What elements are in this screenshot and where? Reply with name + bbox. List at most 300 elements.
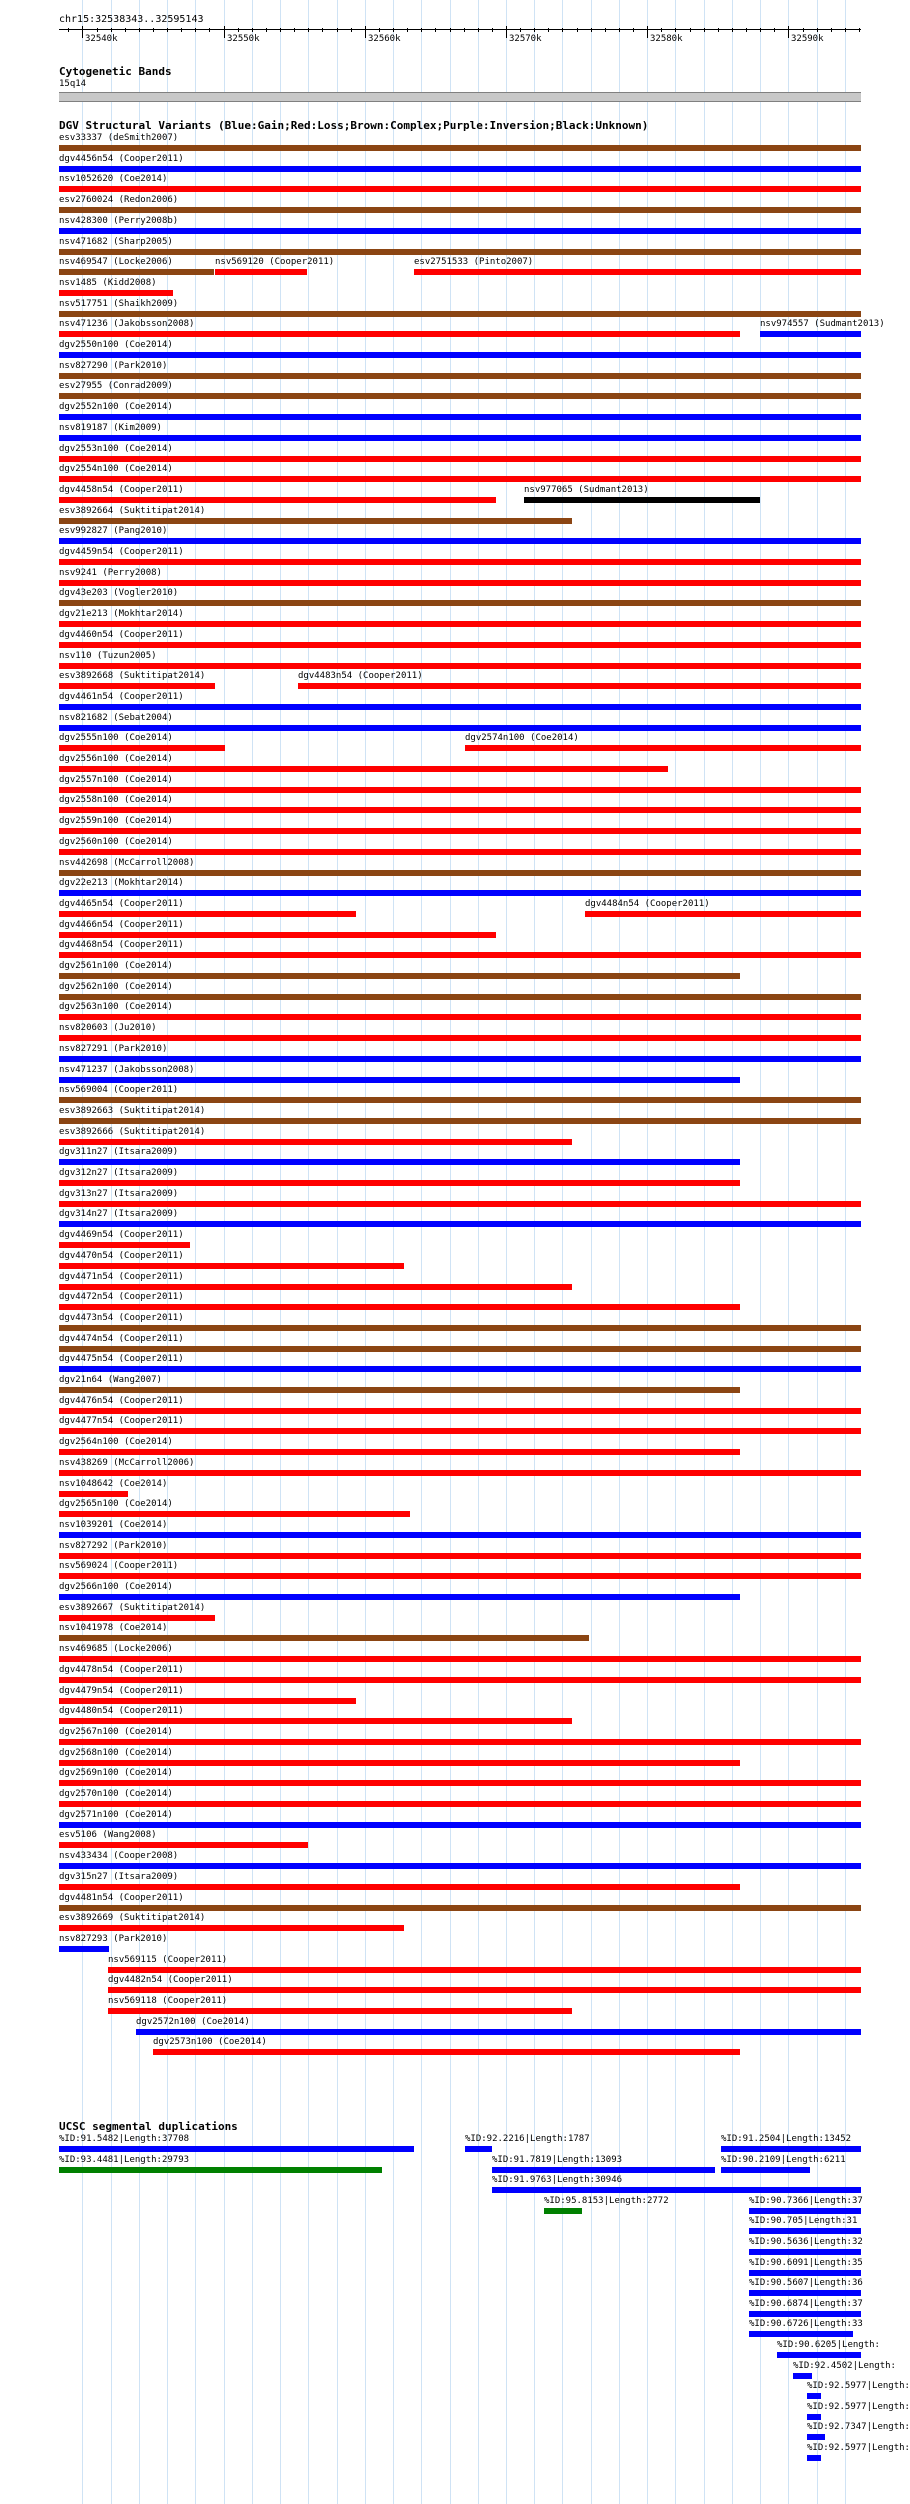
dgv-feature-bar[interactable]: [59, 973, 740, 979]
dgv-feature-label: dgv4480n54 (Cooper2011): [59, 1706, 184, 1717]
dgv-feature-bar[interactable]: [59, 745, 225, 751]
dgv-feature-label: esv3892663 (Suktitipat2014): [59, 1105, 206, 1116]
dgv-feature-bar[interactable]: [59, 1180, 740, 1186]
ruler-minor-tick: [280, 28, 281, 32]
segdup-feature-label: %ID:95.8153|Length:2772: [544, 2195, 669, 2206]
dgv-feature-bar[interactable]: [59, 1780, 861, 1786]
dgv-feature-bar[interactable]: [136, 2029, 861, 2035]
segdup-feature-label: %ID:92.4502|Length:: [793, 2360, 896, 2371]
ruler-minor-tick: [661, 28, 662, 32]
dgv-feature-label: dgv2570n100 (Coe2014): [59, 1789, 173, 1799]
dgv-feature-bar[interactable]: [108, 1967, 861, 1973]
dgv-track-title: DGV Structural Variants (Blue:Gain;Red:Loss;Brown:Complex;Purple:Inversion;Black:Unknown): [59, 119, 649, 132]
dgv-feature-bar[interactable]: [59, 1118, 861, 1124]
dgv-feature-label: nsv977065 (Sudmant2013): [524, 484, 649, 495]
dgv-feature-label: nsv827292 (Park2010): [59, 1540, 168, 1551]
dgv-feature-bar[interactable]: [59, 1718, 572, 1724]
dgv-feature-label: dgv4460n54 (Cooper2011): [59, 629, 184, 640]
dgv-feature-bar[interactable]: [760, 331, 861, 337]
dgv-feature-bar[interactable]: [59, 1263, 404, 1269]
dgv-feature-label: nsv471682 (Sharp2005): [59, 236, 173, 247]
dgv-feature-label: dgv2562n100 (Coe2014): [59, 981, 173, 992]
ruler-minor-tick: [534, 28, 535, 32]
dgv-feature-bar[interactable]: [59, 1946, 109, 1952]
ruler-minor-tick: [577, 28, 578, 32]
segdup-track-title: UCSC segmental duplications: [59, 2120, 238, 2133]
segdup-feature-label: %ID:90.2109|Length:6211: [721, 2154, 846, 2165]
ruler-minor-tick: [520, 28, 521, 32]
dgv-feature-label: dgv4468n54 (Cooper2011): [59, 940, 184, 951]
dgv-feature-bar[interactable]: [108, 1987, 861, 1993]
dgv-feature-label: dgv2574n100 (Coe2014): [465, 733, 579, 744]
dgv-feature-label: dgv2555n100 (Coe2014): [59, 733, 173, 744]
ruler-minor-tick: [195, 28, 196, 32]
ruler-minor-tick: [209, 28, 210, 32]
dgv-feature-label: dgv2559n100 (Coe2014): [59, 816, 173, 827]
ruler-minor-tick: [718, 28, 719, 32]
ruler-major-tick: [788, 26, 789, 38]
dgv-feature-bar[interactable]: [59, 145, 861, 151]
segdup-feature-bar[interactable]: [807, 2455, 821, 2461]
dgv-feature-label: esv992827 (Pang2010): [59, 526, 168, 537]
ruler-minor-tick: [181, 28, 182, 32]
dgv-feature-label: nsv974557 (Sudmant2013): [760, 319, 885, 330]
ruler-tick-label: 32540k: [85, 34, 118, 44]
dgv-feature-label: dgv2567n100 (Coe2014): [59, 1726, 173, 1737]
dgv-feature-label: esv3892666 (Suktitipat2014): [59, 1126, 206, 1137]
dgv-feature-label: dgv2554n100 (Coe2014): [59, 464, 173, 475]
dgv-feature-bar[interactable]: [59, 1449, 740, 1455]
dgv-feature-label: dgv21e213 (Mokhtar2014): [59, 609, 184, 620]
dgv-feature-label: dgv2561n100 (Coe2014): [59, 961, 173, 971]
region-label: chr15:32538343..32595143: [59, 14, 204, 25]
ruler-tick-label: 32560k: [368, 34, 401, 44]
dgv-feature-label: nsv433434 (Cooper2008): [59, 1851, 179, 1862]
dgv-feature-label: nsv569115 (Cooper2011): [108, 1954, 228, 1965]
dgv-feature-bar[interactable]: [59, 787, 861, 793]
dgv-feature-bar[interactable]: [59, 1346, 861, 1352]
dgv-feature-bar[interactable]: [59, 1077, 740, 1083]
segdup-feature-label: %ID:92.5977|Length:: [807, 2443, 910, 2453]
segdup-feature-bar[interactable]: [749, 2228, 861, 2234]
dgv-feature-label: esv27955 (Conrad2009): [59, 381, 173, 392]
dgv-feature-bar[interactable]: [59, 1035, 861, 1041]
dgv-feature-bar[interactable]: [59, 1615, 215, 1621]
dgv-feature-label: nsv820603 (Ju2010): [59, 1023, 157, 1034]
dgv-feature-bar[interactable]: [59, 1366, 861, 1372]
dgv-feature-bar[interactable]: [59, 518, 572, 524]
dgv-feature-bar[interactable]: [59, 849, 861, 855]
dgv-feature-bar[interactable]: [59, 1242, 190, 1248]
dgv-feature-label: nsv569024 (Cooper2011): [59, 1561, 179, 1572]
ruler-minor-tick: [167, 28, 168, 32]
dgv-feature-bar[interactable]: [59, 166, 861, 172]
ruler-major-tick: [365, 26, 366, 38]
ruler-minor-tick: [859, 28, 860, 32]
ruler-minor-tick: [704, 28, 705, 32]
segdup-feature-bar[interactable]: [749, 2270, 861, 2276]
dgv-feature-label: esv2751533 (Pinto2007): [414, 257, 534, 268]
dgv-feature-label: nsv9241 (Perry2008): [59, 567, 162, 578]
dgv-feature-bar[interactable]: [59, 1884, 740, 1890]
dgv-feature-bar[interactable]: [59, 476, 861, 482]
dgv-feature-label: nsv1485 (Kidd2008): [59, 277, 157, 288]
dgv-feature-bar[interactable]: [59, 580, 861, 586]
dgv-feature-label: nsv469547 (Locke2006): [59, 257, 173, 268]
segdup-feature-bar[interactable]: [749, 2331, 853, 2337]
dgv-feature-label: dgv4481n54 (Cooper2011): [59, 1892, 184, 1903]
dgv-feature-bar[interactable]: [59, 1677, 861, 1683]
dgv-feature-label: dgv4482n54 (Cooper2011): [108, 1975, 233, 1986]
dgv-feature-label: dgv313n27 (Itsara2009): [59, 1188, 179, 1199]
dgv-feature-bar[interactable]: [59, 414, 861, 420]
dgv-feature-bar[interactable]: [59, 269, 214, 275]
dgv-feature-label: nsv517751 (Shaikh2009): [59, 298, 179, 309]
dgv-feature-bar[interactable]: [59, 766, 668, 772]
dgv-feature-label: nsv827291 (Park2010): [59, 1043, 168, 1054]
segdup-feature-label: %ID:91.5482|Length:37708: [59, 2134, 190, 2144]
dgv-feature-bar[interactable]: [59, 559, 861, 565]
dgv-feature-label: dgv4472n54 (Cooper2011): [59, 1292, 184, 1303]
ruler-tick-label: 32580k: [650, 34, 683, 44]
dgv-feature-bar[interactable]: [59, 1159, 740, 1165]
dgv-feature-bar[interactable]: [59, 1511, 410, 1517]
dgv-feature-bar[interactable]: [59, 1739, 861, 1745]
ruler-minor-tick: [746, 28, 747, 32]
dgv-feature-label: nsv428300 (Perry2008b): [59, 215, 179, 226]
dgv-feature-label: dgv4483n54 (Cooper2011): [298, 671, 423, 682]
dgv-feature-label: dgv314n27 (Itsara2009): [59, 1209, 179, 1220]
segdup-feature-label: %ID:90.5607|Length:36: [749, 2278, 863, 2289]
dgv-feature-label: dgv2556n100 (Coe2014): [59, 754, 173, 764]
dgv-feature-bar[interactable]: [59, 1097, 861, 1103]
dgv-feature-label: dgv2550n100 (Coe2014): [59, 340, 173, 350]
dgv-feature-label: dgv4479n54 (Cooper2011): [59, 1685, 184, 1696]
ruler-minor-tick: [125, 28, 126, 32]
dgv-feature-bar[interactable]: [153, 2049, 740, 2055]
dgv-feature-bar[interactable]: [59, 870, 861, 876]
dgv-feature-bar[interactable]: [59, 1532, 861, 1538]
segdup-feature-bar[interactable]: [777, 2352, 861, 2358]
dgv-feature-label: nsv110 (Tuzun2005): [59, 650, 157, 661]
dgv-feature-label: dgv4461n54 (Cooper2011): [59, 691, 184, 702]
segdup-feature-bar[interactable]: [59, 2146, 414, 2152]
dgv-feature-bar[interactable]: [59, 228, 861, 234]
ruler-minor-tick: [690, 28, 691, 32]
ruler-minor-tick: [803, 28, 804, 32]
dgv-feature-bar[interactable]: [414, 269, 861, 275]
ruler-minor-tick: [238, 28, 239, 32]
ruler-minor-tick: [308, 28, 309, 32]
dgv-feature-label: dgv43e203 (Vogler2010): [59, 588, 179, 599]
dgv-feature-label: dgv2573n100 (Coe2014): [153, 2037, 267, 2048]
segdup-feature-label: %ID:93.4481|Length:29793: [59, 2154, 190, 2165]
dgv-feature-bar[interactable]: [59, 1656, 861, 1662]
dgv-feature-label: dgv2565n100 (Coe2014): [59, 1499, 173, 1510]
dgv-feature-bar[interactable]: [59, 621, 861, 627]
ruler-major-tick: [224, 26, 225, 38]
dgv-feature-label: nsv569120 (Cooper2011): [215, 257, 335, 268]
segdup-feature-bar[interactable]: [59, 2167, 382, 2173]
dgv-feature-label: dgv4476n54 (Cooper2011): [59, 1395, 184, 1406]
ruler-minor-tick: [478, 28, 479, 32]
segdup-feature-bar[interactable]: [721, 2146, 861, 2152]
ruler-minor-tick: [450, 28, 451, 32]
dgv-feature-label: dgv2560n100 (Coe2014): [59, 836, 173, 847]
ruler-minor-tick: [732, 28, 733, 32]
ruler-minor-tick: [111, 28, 112, 32]
dgv-feature-label: dgv4478n54 (Cooper2011): [59, 1664, 184, 1675]
dgv-feature-bar[interactable]: [59, 1139, 572, 1145]
ruler-tick-label: 32550k: [227, 34, 260, 44]
dgv-feature-bar[interactable]: [59, 456, 861, 462]
dgv-feature-bar[interactable]: [59, 1801, 861, 1807]
ruler-minor-tick: [492, 28, 493, 32]
ruler-minor-tick: [407, 28, 408, 32]
dgv-feature-bar[interactable]: [59, 683, 215, 689]
ruler-minor-tick: [322, 28, 323, 32]
cytoband-bar[interactable]: [59, 92, 861, 102]
dgv-feature-label: nsv821682 (Sebat2004): [59, 712, 173, 723]
ruler-minor-tick: [266, 28, 267, 32]
segdup-feature-bar[interactable]: [721, 2167, 810, 2173]
dgv-feature-label: dgv4474n54 (Cooper2011): [59, 1333, 184, 1344]
segdup-feature-label: %ID:91.2504|Length:13452: [721, 2134, 852, 2144]
segdup-feature-bar[interactable]: [749, 2290, 861, 2296]
dgv-feature-bar[interactable]: [59, 1594, 740, 1600]
dgv-feature-label: dgv2557n100 (Coe2014): [59, 774, 173, 785]
ruler-tick-label: 32590k: [791, 34, 824, 44]
dgv-feature-bar[interactable]: [59, 290, 173, 296]
ruler-minor-tick: [817, 28, 818, 32]
dgv-feature-label: esv2760024 (Redon2006): [59, 195, 179, 206]
dgv-feature-bar[interactable]: [59, 1304, 740, 1310]
dgv-feature-label: nsv471237 (Jakobsson2008): [59, 1064, 195, 1075]
ruler-minor-tick: [379, 28, 380, 32]
ruler-minor-tick: [675, 28, 676, 32]
dgv-feature-bar[interactable]: [59, 311, 861, 317]
ruler-minor-tick: [633, 28, 634, 32]
dgv-feature-bar[interactable]: [59, 600, 861, 606]
dgv-feature-label: dgv2568n100 (Coe2014): [59, 1747, 173, 1758]
dgv-feature-label: dgv4484n54 (Cooper2011): [585, 898, 710, 909]
dgv-feature-label: dgv311n27 (Itsara2009): [59, 1147, 179, 1158]
segdup-feature-bar[interactable]: [749, 2208, 861, 2214]
dgv-feature-label: dgv4473n54 (Cooper2011): [59, 1312, 184, 1323]
dgv-feature-bar[interactable]: [59, 1905, 861, 1911]
segdup-feature-label: %ID:90.6874|Length:37: [749, 2298, 863, 2309]
dgv-feature-label: dgv4466n54 (Cooper2011): [59, 919, 184, 930]
dgv-feature-bar[interactable]: [59, 207, 861, 213]
dgv-feature-label: esv3892668 (Suktitipat2014): [59, 671, 206, 682]
ruler-minor-tick: [548, 28, 549, 32]
dgv-feature-bar[interactable]: [59, 1201, 861, 1207]
dgv-feature-bar[interactable]: [59, 331, 740, 337]
ruler-major-tick: [506, 26, 507, 38]
ruler-minor-tick: [774, 28, 775, 32]
dgv-feature-label: dgv4470n54 (Cooper2011): [59, 1250, 184, 1261]
dgv-feature-bar[interactable]: [59, 663, 861, 669]
dgv-feature-bar[interactable]: [59, 1428, 861, 1434]
dgv-feature-bar[interactable]: [59, 994, 861, 1000]
dgv-feature-label: dgv2571n100 (Coe2014): [59, 1809, 173, 1820]
segdup-feature-label: %ID:90.6726|Length:33: [749, 2319, 863, 2330]
segdup-feature-label: %ID:90.7366|Length:37: [749, 2195, 863, 2206]
ruler-minor-tick: [153, 28, 154, 32]
segdup-feature-label: %ID:91.7819|Length:13093: [492, 2154, 623, 2165]
dgv-feature-label: nsv438269 (McCarroll2006): [59, 1457, 195, 1468]
ruler-tick-label: 32570k: [509, 34, 542, 44]
dgv-feature-bar[interactable]: [59, 1573, 861, 1579]
dgv-feature-bar[interactable]: [59, 642, 861, 648]
dgv-feature-bar[interactable]: [59, 1325, 861, 1331]
dgv-feature-label: dgv4458n54 (Cooper2011): [59, 484, 184, 495]
dgv-feature-bar[interactable]: [59, 911, 356, 917]
dgv-feature-label: nsv569118 (Cooper2011): [108, 1996, 228, 2006]
segdup-feature-label: %ID:92.5977|Length:: [807, 2401, 910, 2412]
segdup-feature-bar[interactable]: [492, 2167, 715, 2173]
dgv-feature-bar[interactable]: [524, 497, 760, 503]
segdup-feature-bar[interactable]: [749, 2249, 861, 2255]
dgv-feature-bar[interactable]: [215, 269, 307, 275]
dgv-feature-label: esv3892664 (Suktitipat2014): [59, 505, 206, 516]
segdup-feature-bar[interactable]: [807, 2414, 821, 2420]
segdup-feature-label: %ID:90.705|Length:31: [749, 2216, 858, 2227]
cytoband-name: 15q14: [59, 79, 87, 89]
ruler-minor-tick: [393, 28, 394, 32]
ruler-minor-tick: [845, 28, 846, 32]
dgv-feature-bar[interactable]: [59, 1635, 589, 1641]
dgv-feature-bar[interactable]: [59, 352, 861, 358]
dgv-feature-bar[interactable]: [59, 497, 496, 503]
dgv-feature-label: dgv4471n54 (Cooper2011): [59, 1271, 184, 1282]
dgv-feature-bar[interactable]: [59, 538, 861, 544]
dgv-feature-label: dgv22e213 (Mokhtar2014): [59, 878, 184, 889]
segdup-feature-bar[interactable]: [544, 2208, 582, 2214]
dgv-feature-label: nsv569004 (Cooper2011): [59, 1085, 179, 1096]
ruler-minor-tick: [591, 28, 592, 32]
segdup-feature-label: %ID:92.2216|Length:1787: [465, 2134, 590, 2144]
dgv-feature-bar[interactable]: [585, 911, 861, 917]
ruler-minor-tick: [831, 28, 832, 32]
dgv-feature-bar[interactable]: [59, 1698, 356, 1704]
dgv-feature-label: dgv2553n100 (Coe2014): [59, 443, 173, 454]
dgv-feature-bar[interactable]: [59, 1221, 861, 1227]
dgv-feature-label: nsv1039201 (Coe2014): [59, 1519, 168, 1530]
dgv-feature-label: dgv2572n100 (Coe2014): [136, 2016, 250, 2027]
dgv-feature-bar[interactable]: [59, 1408, 861, 1414]
dgv-feature-bar[interactable]: [59, 1491, 128, 1497]
dgv-feature-bar[interactable]: [59, 1760, 740, 1766]
dgv-feature-bar[interactable]: [59, 1842, 308, 1848]
ruler-minor-tick: [619, 28, 620, 32]
dgv-feature-bar[interactable]: [59, 393, 861, 399]
ruler-minor-tick: [351, 28, 352, 32]
dgv-feature-bar[interactable]: [59, 1925, 404, 1931]
segdup-feature-bar[interactable]: [793, 2373, 812, 2379]
ruler-major-tick: [82, 26, 83, 38]
segdup-feature-bar[interactable]: [465, 2146, 492, 2152]
dgv-feature-bar[interactable]: [59, 932, 496, 938]
ruler-major-tick: [647, 26, 648, 38]
dgv-feature-label: dgv4477n54 (Cooper2011): [59, 1416, 184, 1427]
dgv-feature-label: nsv819187 (Kim2009): [59, 422, 162, 433]
dgv-feature-label: nsv1052620 (Coe2014): [59, 174, 168, 185]
dgv-feature-bar[interactable]: [59, 1863, 861, 1869]
dgv-feature-bar[interactable]: [59, 828, 861, 834]
segdup-feature-bar[interactable]: [807, 2393, 821, 2399]
dgv-feature-label: dgv4469n54 (Cooper2011): [59, 1230, 184, 1241]
dgv-feature-bar[interactable]: [59, 1014, 861, 1020]
dgv-feature-bar[interactable]: [59, 249, 861, 255]
dgv-feature-label: esv3892667 (Suktitipat2014): [59, 1602, 206, 1613]
dgv-feature-bar[interactable]: [59, 1387, 740, 1393]
dgv-feature-label: dgv4475n54 (Cooper2011): [59, 1354, 184, 1365]
dgv-feature-label: dgv2569n100 (Coe2014): [59, 1768, 173, 1779]
dgv-feature-bar[interactable]: [59, 186, 861, 192]
ruler-minor-tick: [435, 28, 436, 32]
dgv-feature-bar[interactable]: [298, 683, 861, 689]
ruler-minor-tick: [464, 28, 465, 32]
dgv-feature-bar[interactable]: [59, 1822, 861, 1828]
dgv-feature-bar[interactable]: [59, 704, 861, 710]
dgv-feature-bar[interactable]: [59, 1284, 572, 1290]
dgv-feature-bar[interactable]: [59, 725, 861, 731]
dgv-feature-bar[interactable]: [59, 890, 861, 896]
dgv-feature-bar[interactable]: [59, 1056, 861, 1062]
dgv-feature-label: nsv471236 (Jakobsson2008): [59, 319, 195, 330]
dgv-feature-label: nsv469685 (Locke2006): [59, 1644, 173, 1655]
dgv-feature-bar[interactable]: [59, 373, 861, 379]
segdup-feature-label: %ID:90.6091|Length:35: [749, 2257, 863, 2268]
dgv-feature-label: nsv1041978 (Coe2014): [59, 1623, 168, 1634]
dgv-feature-label: dgv4459n54 (Cooper2011): [59, 547, 184, 557]
ruler-minor-tick: [68, 28, 69, 32]
dgv-feature-bar[interactable]: [59, 807, 861, 813]
ruler-minor-tick: [252, 28, 253, 32]
dgv-feature-label: esv33337 (deSmith2007): [59, 133, 179, 143]
ruler-minor-tick: [421, 28, 422, 32]
ruler-minor-tick: [337, 28, 338, 32]
dgv-feature-label: dgv21n64 (Wang2007): [59, 1375, 162, 1385]
dgv-feature-label: esv5106 (Wang2008): [59, 1830, 157, 1841]
dgv-feature-label: nsv442698 (McCarroll2008): [59, 857, 195, 868]
segdup-feature-bar[interactable]: [749, 2311, 861, 2317]
dgv-feature-label: dgv4456n54 (Cooper2011): [59, 153, 184, 164]
segdup-feature-label: %ID:92.7347|Length:: [807, 2422, 910, 2433]
dgv-feature-bar[interactable]: [59, 1553, 861, 1559]
dgv-feature-label: dgv312n27 (Itsara2009): [59, 1168, 179, 1178]
dgv-feature-label: nsv827293 (Park2010): [59, 1933, 168, 1944]
dgv-feature-bar[interactable]: [465, 745, 861, 751]
dgv-feature-label: dgv4465n54 (Cooper2011): [59, 898, 184, 909]
ruler-baseline: [59, 29, 861, 30]
dgv-feature-bar[interactable]: [59, 435, 861, 441]
dgv-feature-bar[interactable]: [59, 1470, 861, 1476]
dgv-feature-bar[interactable]: [108, 2008, 572, 2014]
ruler-minor-tick: [294, 28, 295, 32]
ruler-minor-tick: [139, 28, 140, 32]
segdup-feature-bar[interactable]: [807, 2434, 825, 2440]
cytoband-track-title: Cytogenetic Bands: [59, 65, 172, 78]
segdup-feature-label: %ID:92.5977|Length:: [807, 2381, 910, 2392]
dgv-feature-bar[interactable]: [59, 952, 861, 958]
dgv-feature-label: esv3892669 (Suktitipat2014): [59, 1913, 206, 1924]
dgv-feature-label: dgv2558n100 (Coe2014): [59, 795, 173, 806]
dgv-feature-label: nsv827290 (Park2010): [59, 360, 168, 371]
ruler-minor-tick: [760, 28, 761, 32]
segdup-feature-bar[interactable]: [492, 2187, 861, 2193]
